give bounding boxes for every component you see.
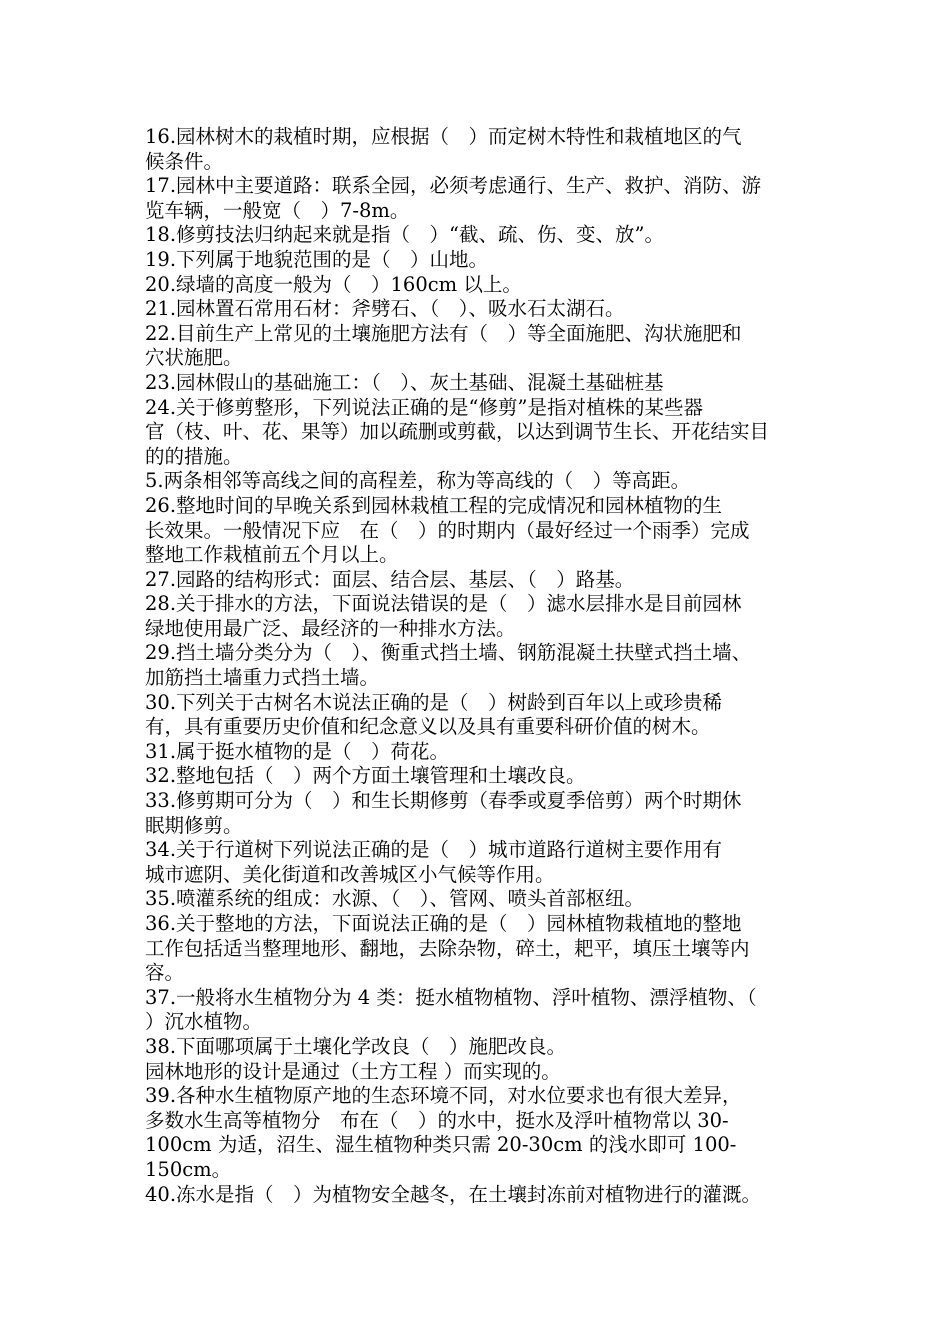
text-line: 38.下面哪项属于土壤化学改良（ ）施肥改良。 [145, 1034, 567, 1058]
text-line: 34.关于行道树下列说法正确的是（ ）城市道路行道树主要作用有 [145, 838, 723, 862]
document-text [145, 125, 835, 1207]
text-line: 36.关于整地的方法，下面说法正确的是（ ）园林植物栽植地的整地 [145, 912, 742, 935]
text-line: 城市遮阴、美化街道和改善城区小气候等作用。 [145, 862, 555, 886]
text-line: 有，具有重要历史价值和纪念意义以及具有重要科研价值的树木。 [145, 715, 711, 739]
text-line: 眠期修剪。 [145, 813, 243, 837]
text-line: 35.喷灌系统的组成：水源、（ ）、管网、喷头首部枢纽。 [145, 887, 645, 911]
text-line: 20.绿墙的高度一般为（ ）160cm 以上。 [145, 272, 522, 296]
text-line: 37.一般将水生植物分为 4 类：挺水植物植物、浮叶植物、漂浮植物、（ [145, 985, 757, 1009]
text-line: 官（枝、叶、花、果等）加以疏删或剪截，以达到调节生长、开花结实目 [145, 420, 770, 444]
text-line: 19.下列属于地貌范围的是（ ）山地。 [145, 247, 489, 271]
text-line: 40.冻水是指（ ）为植物安全越冬，在土壤封冻前对植物进行的灌溉。 [145, 1182, 762, 1206]
text-line: 整地工作栽植前五个月以上。 [145, 543, 399, 567]
text-line: ）沉水植物。 [145, 1010, 263, 1034]
text-line: 长效果。一般情况下应 在（ ）的时期内（最好经过一个雨季）完成 [145, 518, 750, 542]
text-line: 22.目前生产上常见的土壤施肥方法有（ ）等全面施肥、沟状施肥和 [145, 321, 742, 345]
text-line: 21.园林置石常用石材：斧劈石、（ ）、吸水石太湖石。 [145, 297, 625, 321]
text-line: 览车辆，一般宽（ ）7-8m。 [145, 198, 410, 222]
text-line: 穴状施肥。 [145, 346, 243, 370]
text-line: 29.挡土墙分类分为（ ）、衡重式挡土墙、钢筋混凝土扶壁式挡土墙、 [145, 641, 752, 665]
text-line: 100cm 为适，沼生、湿生植物种类只需 20-30cm 的浅水即可 100- [145, 1133, 737, 1157]
text-line: 候条件。 [145, 149, 224, 173]
text-line: 150cm。 [145, 1157, 232, 1181]
text-line: 容。 [145, 961, 185, 985]
text-line: 27.园路的结构形式：面层、结合层、基层、（ ）路基。 [145, 567, 635, 591]
text-line: 18.修剪技法归纳起来就是指（ ）“截、疏、伤、变、放”。 [145, 223, 664, 247]
text-line: 39.各种水生植物原产地的生态环境不同，对水位要求也有很大差异， [145, 1084, 742, 1108]
text-line: 24.关于修剪整形，下列说法正确的是“修剪”是指对植株的某些器 [145, 395, 703, 419]
text-line: 加筋挡土墙重力式挡土墙。 [145, 666, 380, 690]
text-line: 17.园林中主要道路：联系全园，必须考虑通行、生产、救护、消防、游 [145, 174, 762, 198]
text-line: 绿地使用最广泛、最经济的一种排水方法。 [145, 616, 516, 640]
text-line: 工作包括适当整理地形、翻地，去除杂物，碎土，耙平，填压土壤等内 [145, 936, 750, 960]
text-line: 16.园林树木的栽植时期，应根据（ ）而定树木特性和栽植地区的气 [145, 125, 742, 148]
text-line: 多数水生高等植物分 布在（ ）的水中，挺水及浮叶植物常以 30- [145, 1108, 729, 1132]
text-line: 26.整地时间的早晚关系到园林栽植工程的完成情况和园林植物的生 [145, 493, 723, 517]
text-line: 31.属于挺水植物的是（ ）荷花。 [145, 739, 450, 763]
text-line: 5.两条相邻等高线之间的高程差，称为等高线的（ ）等高距。 [145, 469, 691, 493]
text-line: 园林地形的设计是通过（土方工程 ）而实现的。 [145, 1059, 561, 1083]
text-line: 28.关于排水的方法，下面说法错误的是（ ）滤水层排水是目前园林 [145, 592, 742, 616]
text-line: 33.修剪期可分为（ ）和生长期修剪（春季或夏季倍剪）两个时期休 [145, 789, 742, 813]
text-line: 23.园林假山的基础施工：（ ）、灰土基础、混凝土基础桩基 [145, 370, 664, 394]
text-line: 32.整地包括（ ）两个方面土壤管理和土壤改良。 [145, 764, 586, 788]
text-line: 的的措施。 [145, 444, 243, 468]
text-line: 30.下列关于古树名木说法正确的是（ ）树龄到百年以上或珍贵稀 [145, 690, 723, 714]
